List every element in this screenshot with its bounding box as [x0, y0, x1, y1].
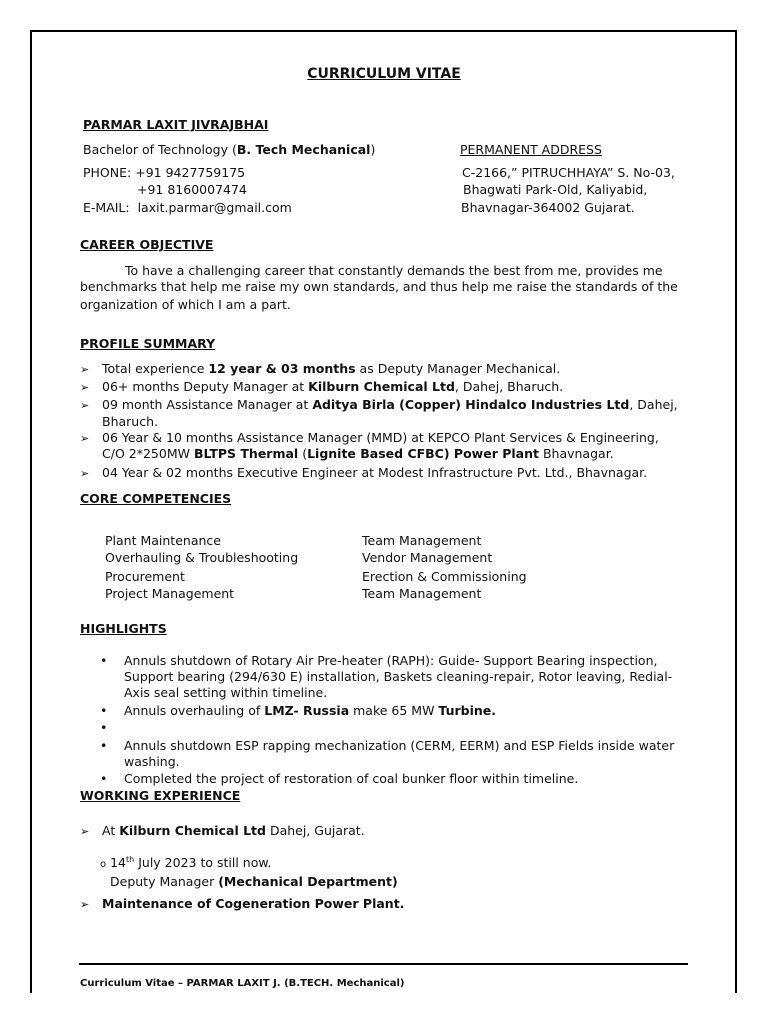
profile-item: ➢ 04 Year & 02 months Executive Engineer at Modest Infrastructure Pvt. Ltd., Bhavnagar. [80, 465, 648, 480]
competency-item: Vendor Management [362, 550, 493, 565]
circle-bullet-icon: o [100, 859, 107, 871]
candidate-name: PARMAR LAXIT JIVRAJBHAI [83, 117, 269, 132]
arrow-bullet-icon: ➢ [80, 432, 90, 445]
career-line-1: To have a challenging career that constantly demands the best from me, provides me [125, 263, 663, 278]
address-line-1: C-2166,” PITRUCHHAYA” S. No-03, [462, 165, 675, 180]
profile-item-continuation: C/O 2*250MW BLTPS Thermal (Lignite Based CFBC) Power Plant Bhavnagar. [102, 446, 614, 461]
career-line-2: benchmarks that help me raise my own standards, and thus help me raise the standards of the [80, 279, 678, 294]
footer-divider [79, 963, 688, 965]
profile-item: ➢ 09 month Assistance Manager at Aditya Birla (Copper) Hindalco Industries Ltd, Dahej, [80, 397, 678, 412]
career-objective-heading: CAREER OBJECTIVE [80, 237, 214, 252]
competency-item: Plant Maintenance [105, 533, 221, 548]
work-date-line: o 14th July 2023 to still now. [100, 855, 272, 871]
profile-summary-heading: PROFILE SUMMARY [80, 336, 216, 351]
highlight-line: Support bearing (294/630 E) installation, Baskets cleaning-repair, Rotor leaving, Redial- [124, 669, 673, 684]
profile-item: ➢ Total experience 12 year & 03 months as Deputy Manager Mechanical. [80, 361, 561, 376]
competency-item: Team Management [362, 533, 482, 548]
address-heading: PERMANENT ADDRESS [460, 142, 602, 157]
competency-item: Erection & Commissioning [362, 569, 527, 584]
degree-line: Bachelor of Technology (B. Tech Mechanical) [83, 142, 376, 157]
highlight-line: Annuls overhauling of LMZ- Russia make 65 MW Turbine. [124, 703, 496, 718]
work-task-line: ➢ Maintenance of Cogeneration Power Plant. [80, 896, 405, 911]
address-line-2: Bhagwati Park-Old, Kaliyabid, [463, 182, 648, 197]
document-title: CURRICULUM VITAE [307, 66, 461, 82]
highlight-line: Completed the project of restoration of coal bunker floor within timeline. [124, 771, 579, 786]
address-line-3: Bhavnagar-364002 Gujarat. [461, 200, 635, 215]
competency-item: Overhauling & Troubleshooting [105, 550, 299, 565]
work-role-line: Deputy Manager (Mechanical Department) [110, 874, 398, 889]
bullet-icon: • [100, 720, 108, 735]
career-line-3: organization of which I am a part. [80, 297, 291, 312]
phone-line: PHONE: +91 9427759175 [83, 165, 246, 180]
arrow-bullet-icon: ➢ [80, 399, 90, 412]
bullet-icon: • [100, 703, 108, 718]
core-competencies-heading: CORE COMPETENCIES [80, 491, 232, 506]
highlight-line: washing. [124, 754, 180, 769]
highlight-line: Axis seal setting within timeline. [124, 685, 328, 700]
highlight-line: Annuls shutdown ESP rapping mechanization (CERM, EERM) and ESP Fields inside water [124, 738, 675, 753]
email-line: E-MAIL: laxit.parmar@gmail.com [83, 200, 292, 215]
arrow-bullet-icon: ➢ [80, 381, 90, 394]
page-footer: Curriculum Vitae – PARMAR LAXIT J. (B.TECH. Mechanical) [80, 978, 405, 989]
arrow-bullet-icon: ➢ [80, 825, 90, 838]
work-company-line: ➢ At Kilburn Chemical Ltd Dahej, Gujarat. [80, 823, 365, 838]
bullet-icon: • [100, 653, 108, 668]
phone-line-2: +91 8160007474 [137, 182, 247, 197]
working-experience-heading: WORKING EXPERIENCE [80, 788, 241, 803]
profile-item: ➢ 06+ months Deputy Manager at Kilburn Chemical Ltd, Dahej, Bharuch. [80, 379, 564, 394]
highlight-line: Annuls shutdown of Rotary Air Pre-heater (RAPH): Guide- Support Bearing inspection, [124, 653, 658, 668]
arrow-bullet-icon: ➢ [80, 467, 90, 480]
arrow-bullet-icon: ➢ [80, 363, 90, 376]
arrow-bullet-icon: ➢ [80, 898, 90, 911]
bullet-icon: • [100, 738, 108, 753]
profile-item: ➢ 06 Year & 10 months Assistance Manager (MMD) at KEPCO Plant Services & Engineering, [80, 430, 659, 445]
competency-item: Project Management [105, 586, 235, 601]
profile-item-continuation: Bharuch. [102, 414, 158, 429]
bullet-icon: • [100, 771, 108, 786]
competency-item: Procurement [105, 569, 185, 584]
highlights-heading: HIGHLIGHTS [80, 621, 167, 636]
competency-item: Team Management [362, 586, 482, 601]
